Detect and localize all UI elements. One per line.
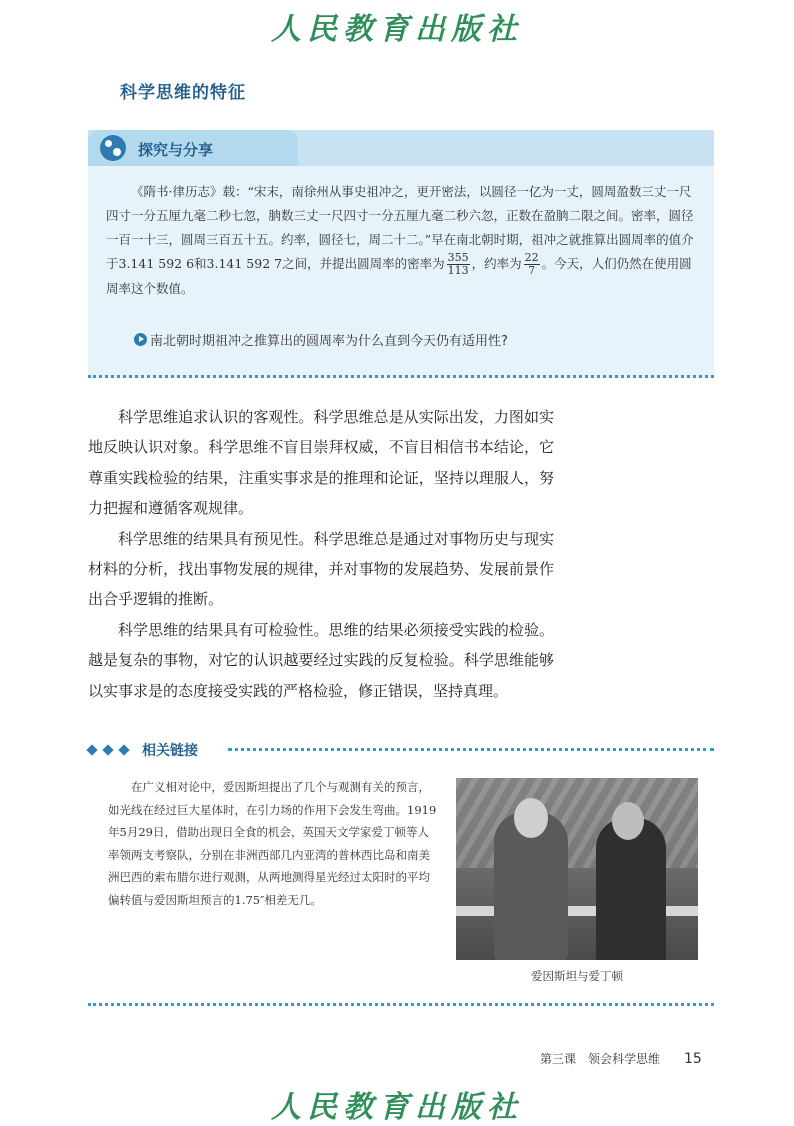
explore-text-part1: 《隋书·律历志》载：“宋末，南徐州从事史祖冲之，更开密法，以圆径一亿为一丈，圆周盈数三丈一尺四寸一分五厘九毫二秒七忽，朒数三丈一尺四寸一分五厘九毫二秒六忽，正数在盈朒二限之间。密率，圆径一百一十三，圆周三百五十五。约率，圆径七，周二十二。”早在南北朝时期，祖冲之就推算出圆周率的值介于3.141 592 6和3.141 592 7之间，并提出圆周率的密率为 <box>106 184 694 271</box>
dotted-divider <box>228 748 714 751</box>
body-paragraph: 科学思维的结果具有预见性。科学思维总是通过对事物历史与现实材料的分析，找出事物发展的规律，并对事物的发展趋势、发展前景作出合乎逻辑的推断。 <box>88 529 554 609</box>
explore-text <box>106 180 698 301</box>
body-paragraph: 科学思维的结果具有可检验性。思维的结果必须接受实践的检验。越是复杂的事物，对它的认识越要经过实践的反复检验。科学思维能够以实事求是的态度接受实践的严格检验，修正错误，坚持真理。 <box>88 620 554 700</box>
explore-tab <box>88 130 298 166</box>
section-title: 科学思维的特征 <box>120 83 246 103</box>
dotted-divider <box>88 1003 714 1006</box>
explore-text-part2: ，约率为 <box>471 256 522 271</box>
diamond-icon <box>102 744 113 755</box>
fraction-milü <box>447 252 470 277</box>
fraction-denominator: 7 <box>528 264 536 277</box>
related-link-header <box>88 738 198 762</box>
footer-lesson: 第三课 领会科学思维 <box>540 1052 661 1066</box>
fraction-denominator: 113 <box>447 264 469 277</box>
explore-question: 南北朝时期祖冲之推算出的圆周率为什么直到今天仍有适用性? <box>150 334 508 349</box>
related-link-title: 相关链接 <box>142 743 198 759</box>
globe-icon <box>100 135 126 161</box>
diamond-icon <box>86 744 97 755</box>
fraction-numerator: 355 <box>447 251 469 264</box>
photo-einstein-eddington <box>456 778 698 960</box>
photo-head-left <box>514 798 548 838</box>
body-text <box>88 402 554 706</box>
page-footer <box>540 1050 702 1067</box>
diamond-icon <box>118 744 129 755</box>
related-text: 在广义相对论中，爱因斯坦提出了几个与观测有关的预言，如光线在经过巨大星体时，在引力场的作用下会发生弯曲。1919年5月29日，借助出现日全食的机会，英国天文学家爱丁顿等人率领两支考察队，分别在非洲西部几内亚湾的普林西比岛和南美洲巴西的索布腊尔进行观测，从两地测得星光经过太阳时的平均偏转值与爱因斯坦预言的1.75″相差无几。 <box>108 780 437 907</box>
explore-title: 探究与分享 <box>138 141 214 159</box>
publisher-watermark-top: 人民教育出版社 <box>271 12 523 47</box>
photo-head-right <box>612 802 644 840</box>
body-paragraph: 科学思维追求认识的客观性。科学思维总是从实际出发，力图如实地反映认识对象。科学思维不盲目崇拜权威，不盲目相信书本结论，它尊重实践检验的结果，注重实事求是的推理和论证，坚持以理服人，努力把握和遵循客观规律。 <box>88 408 554 518</box>
dotted-divider <box>88 375 714 378</box>
fraction-yuelü <box>524 252 540 277</box>
publisher-watermark-bottom: 人民教育出版社 <box>271 1090 523 1125</box>
explore-text-part3: 。今天，人们仍然在使用圆周率这个数值。 <box>106 256 692 296</box>
photo-caption: 爱因斯坦与爱丁顿 <box>531 969 623 983</box>
play-arrow-icon <box>134 333 147 346</box>
page-number: 15 <box>684 1051 702 1067</box>
fraction-numerator: 22 <box>524 251 539 264</box>
